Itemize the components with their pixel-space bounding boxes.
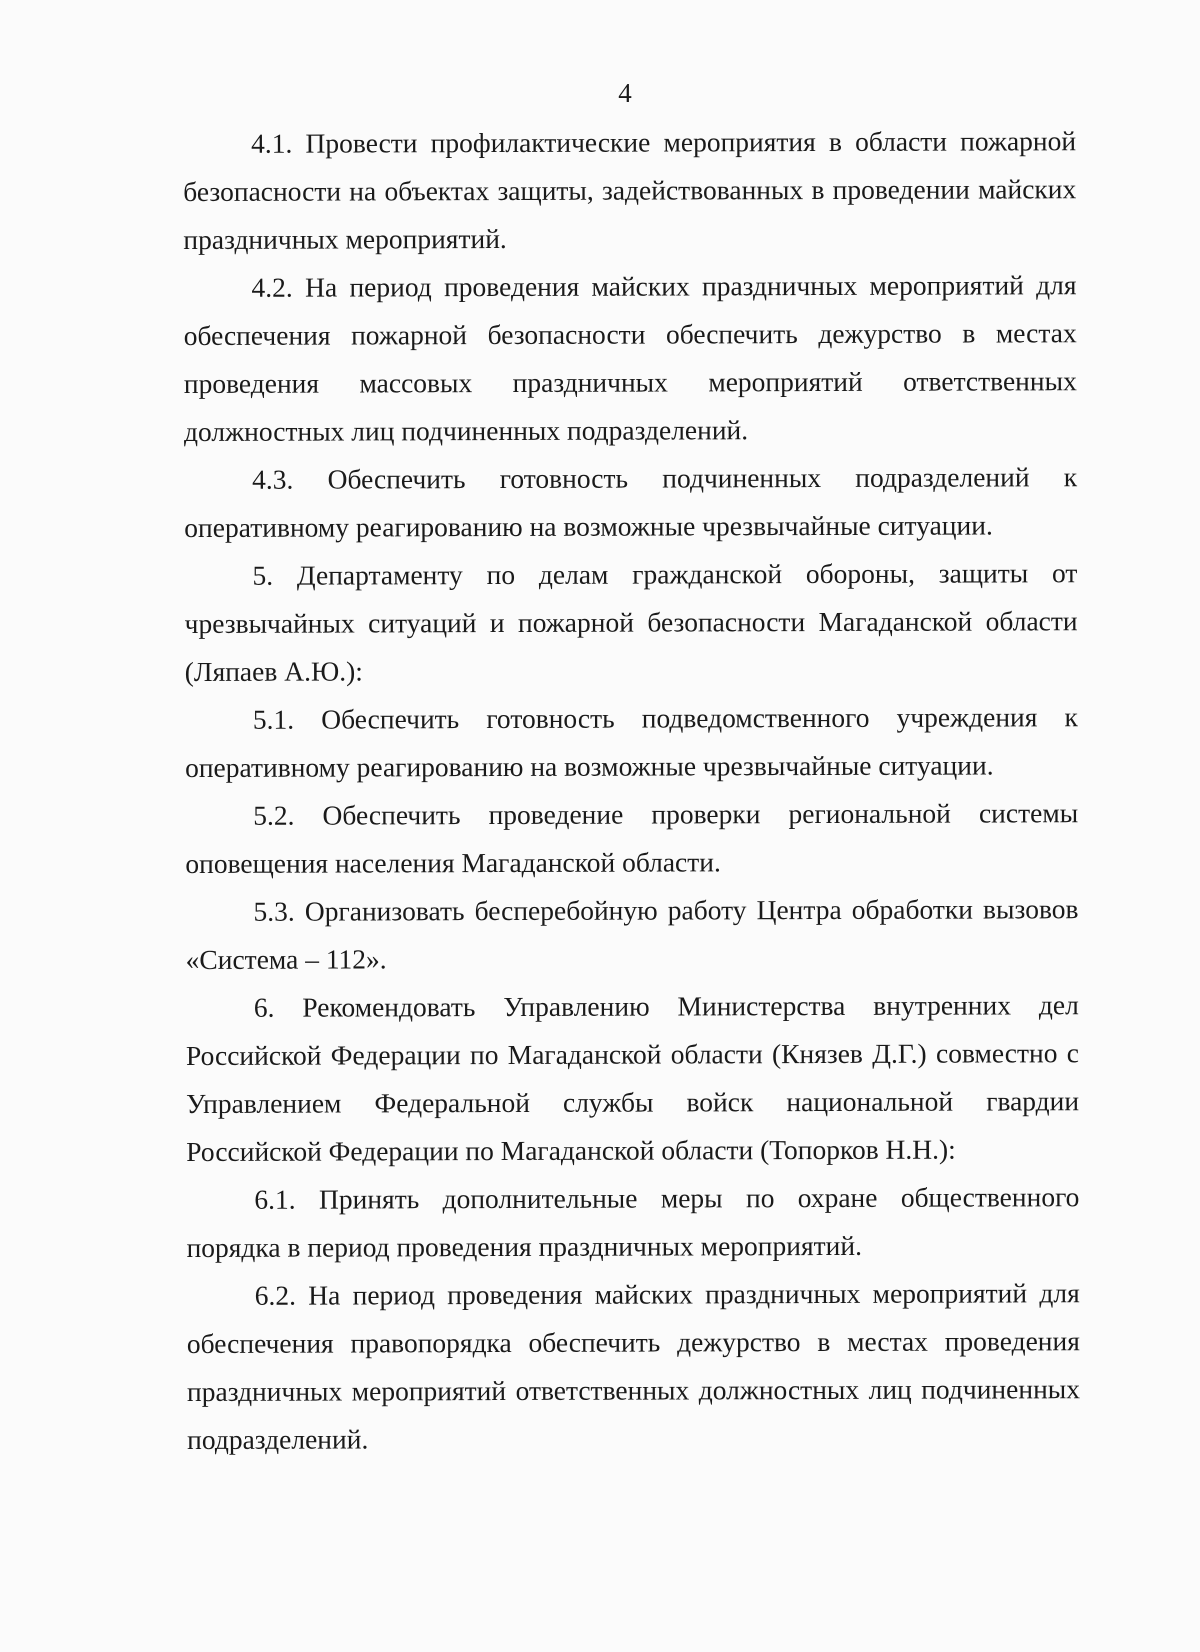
paragraph-5-3: 5.3. Организовать бесперебойную работу Центра обработки вызовов «Система – 112». xyxy=(185,893,1079,975)
page-number: 4 xyxy=(618,78,632,108)
paragraph-4-3: 4.3. Обеспечить готовность подчиненных подразделений к оперативному реагированию на возможные чрезвычайные ситуации. xyxy=(184,461,1078,543)
paragraph-6-1: 6.1. Принять дополнительные меры по охране общественного порядка в период проведения праздничных мероприятий. xyxy=(186,1181,1080,1263)
paragraph-5-2: 5.2. Обеспечить проведение проверки региональной системы оповещения населения Магаданской области. xyxy=(185,797,1079,879)
paragraph-6-2: 6.2. На период проведения майских праздничных мероприятий для обеспечения правопорядка обеспечить дежурство в местах проведения праздничных мероприятий ответственных должностных лиц подчиненных подразделений. xyxy=(186,1277,1081,1455)
paragraph-6: 6. Рекомендовать Управлению Министерства внутренних дел Российской Федерации по Магаданской области (Князев Д.Г.) совместно с Управлением Федеральной службы войск национальной гвардии Российской Федерации по Магаданской области (Топорков Н.Н.): xyxy=(185,989,1080,1167)
paragraph-4-1: 4.1. Провести профилактические мероприятия в области пожарной безопасности на объектах защиты, задействованных в проведении майских праздничных мероприятий. xyxy=(183,125,1077,255)
paragraph-5-1: 5.1. Обеспечить готовность подведомственного учреждения к оперативному реагированию на возможные чрезвычайные ситуации. xyxy=(184,701,1078,783)
document-body xyxy=(183,117,1080,1464)
paragraph-5: 5. Департаменту по делам гражданской обороны, защиты от чрезвычайных ситуаций и пожарной безопасности Магаданской области (Ляпаев А.Ю.): xyxy=(184,557,1078,687)
paragraph-4-2: 4.2. На период проведения майских праздничных мероприятий для обеспечения пожарной безопасности обеспечить дежурство в местах проведения массовых праздничных мероприятий ответственных должностных лиц подчиненных подразделений. xyxy=(183,269,1077,447)
